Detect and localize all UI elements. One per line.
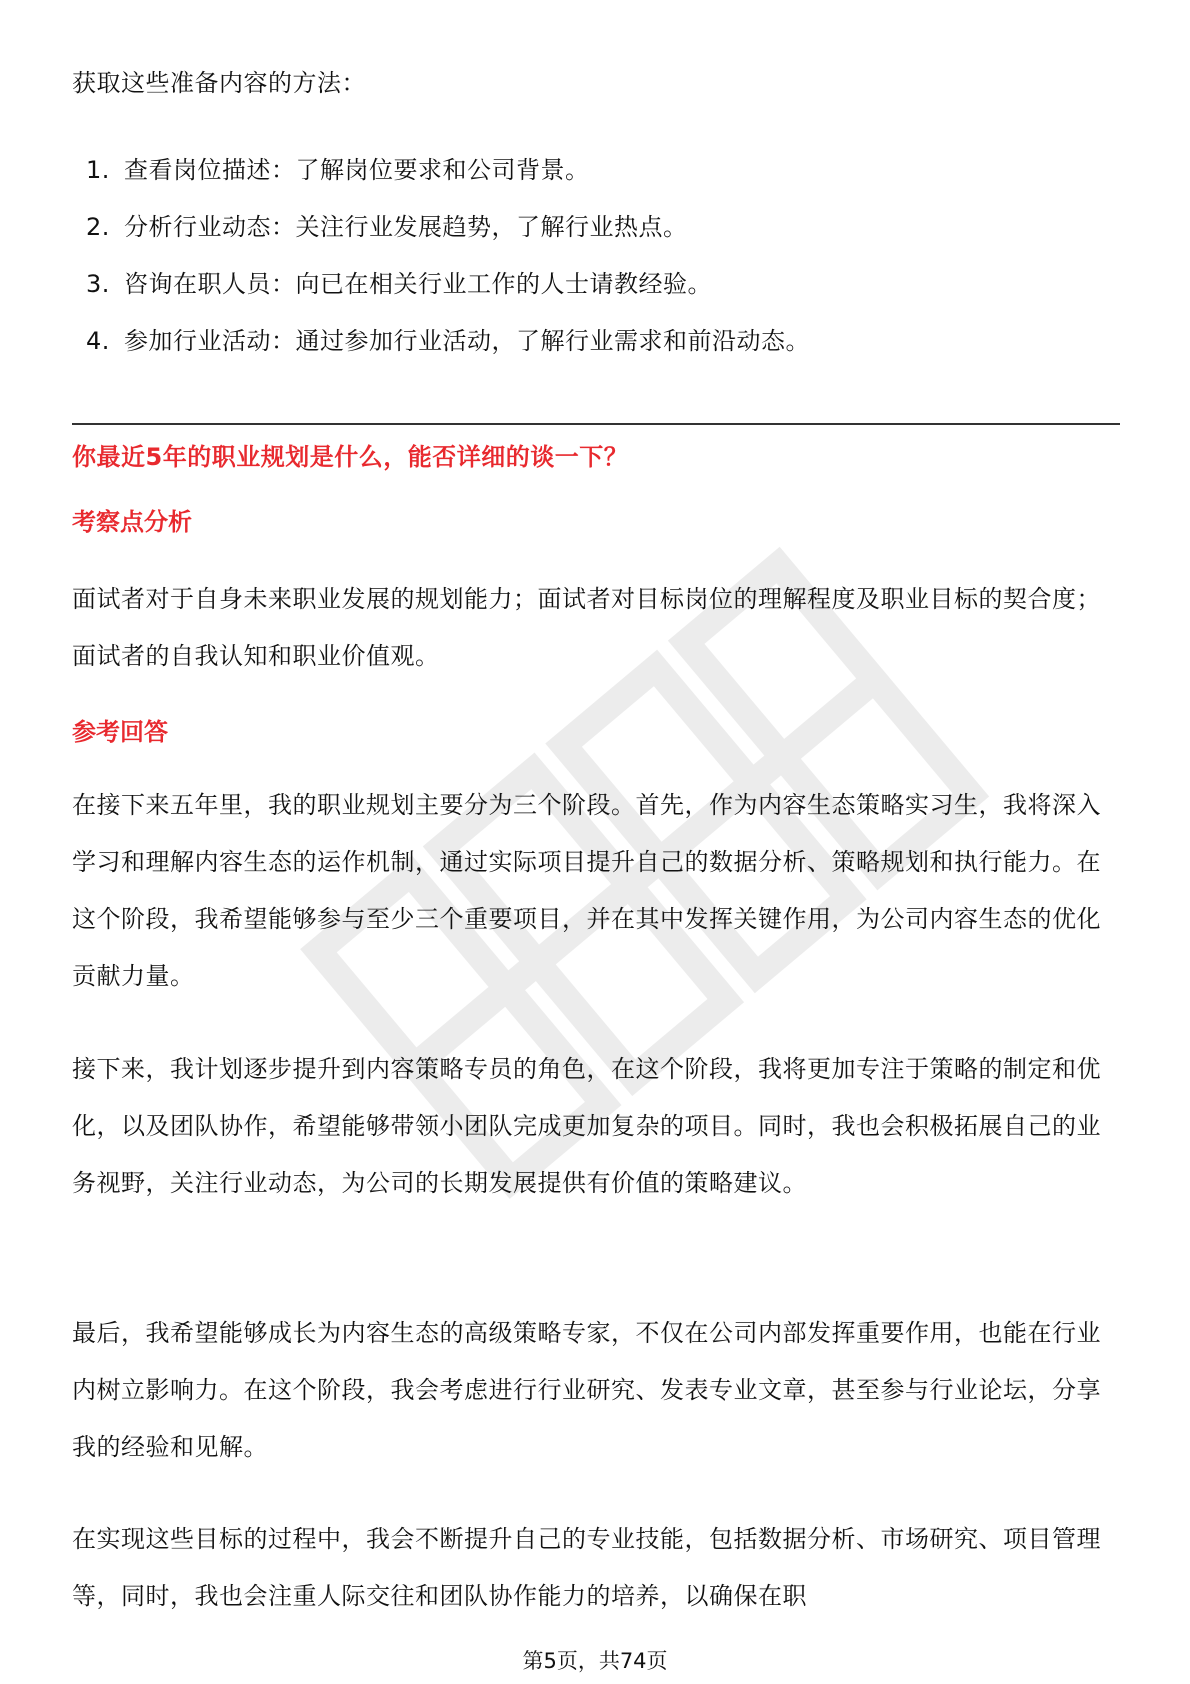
analysis-text: 面试者对于自身未来职业发展的规划能力；面试者对目标岗位的理解程度及职业目标的契合度；面试者的自我认知和职业价值观。 [72, 585, 1101, 670]
section-divider [72, 423, 1120, 425]
list-number: 1. [86, 156, 110, 184]
list-text: 咨询在职人员：向已在相关行业工作的人士请教经验。 [124, 270, 712, 298]
list-text: 查看岗位描述：了解岗位要求和公司背景。 [124, 156, 590, 184]
list-text: 分析行业动态：关注行业发展趋势，了解行业热点。 [124, 213, 688, 241]
page-number-footer: 第5页，共74页 [522, 1649, 668, 1673]
answer-paragraph: 接下来，我计划逐步提升到内容策略专员的角色，在这个阶段，我将更加专注于策略的制定和优化，以及团队协作，希望能够带领小团队完成更加复杂的项目。同时，我也会积极拓展自己的业务视野，关注行业动态，为公司的长期发展提供有价值的策略建议。 [72, 1055, 1101, 1197]
list-number: 3. [86, 270, 110, 298]
list-number: 2. [86, 213, 110, 241]
answer-paragraph: 在接下来五年里，我的职业规划主要分为三个阶段。首先，作为内容生态策略实习生，我将深入学习和理解内容生态的运作机制，通过实际项目提升自己的数据分析、策略规划和执行能力。在这个阶段，我希望能够参与至少三个重要项目，并在其中发挥关键作用，为公司内容生态的优化贡献力量。 [72, 791, 1101, 990]
intro-text: 获取这些准备内容的方法： [72, 69, 366, 97]
answer-paragraph: 在实现这些目标的过程中，我会不断提升自己的专业技能，包括数据分析、市场研究、项目管理等，同时，我也会注重人际交往和团队协作能力的培养，以确保在职 [72, 1525, 1101, 1610]
list-item [72, 142, 1112, 199]
question-heading: 你最近5年的职业规划是什么，能否详细的谈一下？ [72, 443, 629, 471]
list-item [72, 199, 1112, 256]
analysis-heading: 考察点分析 [72, 508, 192, 536]
answer-heading: 参考回答 [72, 718, 168, 746]
method-list [72, 142, 1112, 370]
answer-paragraph: 最后，我希望能够成长为内容生态的高级策略专家，不仅在公司内部发挥重要作用，也能在行业内树立影响力。在这个阶段，我会考虑进行行业研究、发表专业文章，甚至参与行业论坛，分享我的经验和见解。 [72, 1319, 1101, 1461]
list-item [72, 256, 1112, 313]
list-item [72, 313, 1112, 370]
list-text: 参加行业活动：通过参加行业活动，了解行业需求和前沿动态。 [124, 327, 810, 355]
list-number: 4. [86, 327, 110, 355]
